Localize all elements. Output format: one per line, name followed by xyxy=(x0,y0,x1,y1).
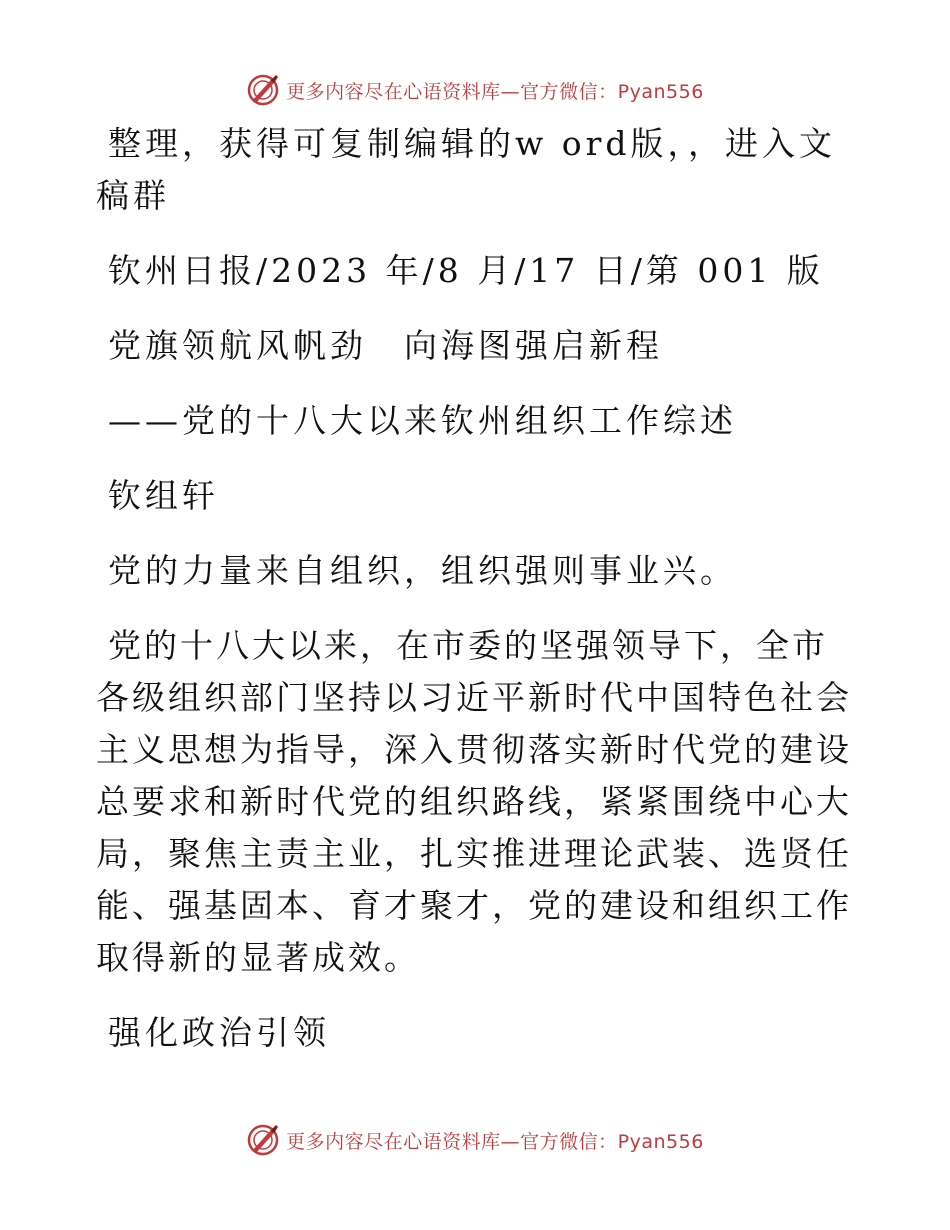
body-paragraph: 党的十八大以来，在市委的坚强领导下，全市各级组织部门坚持以习近平新时代中国特色社会主义思想为指导，深入贯彻落实新时代党的建设总要求和新时代党的组织路线，紧紧围绕中心大局，聚焦主责主业，扎实推进理论武装、选贤任能、强基固本、育才聚才，党的建设和组织工作取得新的显著成效。 xyxy=(96,626,852,977)
section-heading: 强化政治引领 xyxy=(108,1013,330,1052)
pen-seal-icon xyxy=(246,73,280,107)
intro-note: 整理，获得可复制编辑的w ord版，，进入文稿群 xyxy=(96,124,837,215)
lead-sentence: 党的力量来自组织，组织强则事业兴。 xyxy=(108,551,737,590)
banner-text: 更多内容尽在心语资料库—官方微信：Pyan556 xyxy=(286,80,704,103)
article-title: 党旗领航风帆劲 向海图强启新程 xyxy=(108,326,663,365)
banner-text: 更多内容尽在心语资料库—官方微信：Pyan556 xyxy=(286,1130,704,1153)
header-banner xyxy=(0,70,950,110)
article-subtitle: ——党的十八大以来钦州组织工作综述 xyxy=(108,401,737,440)
document-body xyxy=(96,118,852,1082)
article-author: 钦组轩 xyxy=(108,476,219,515)
pen-seal-icon xyxy=(246,1123,280,1157)
footer-banner xyxy=(0,1120,950,1160)
publication-info: 钦州日报/2023 年/8 月/17 日/第 001 版 xyxy=(108,251,824,290)
